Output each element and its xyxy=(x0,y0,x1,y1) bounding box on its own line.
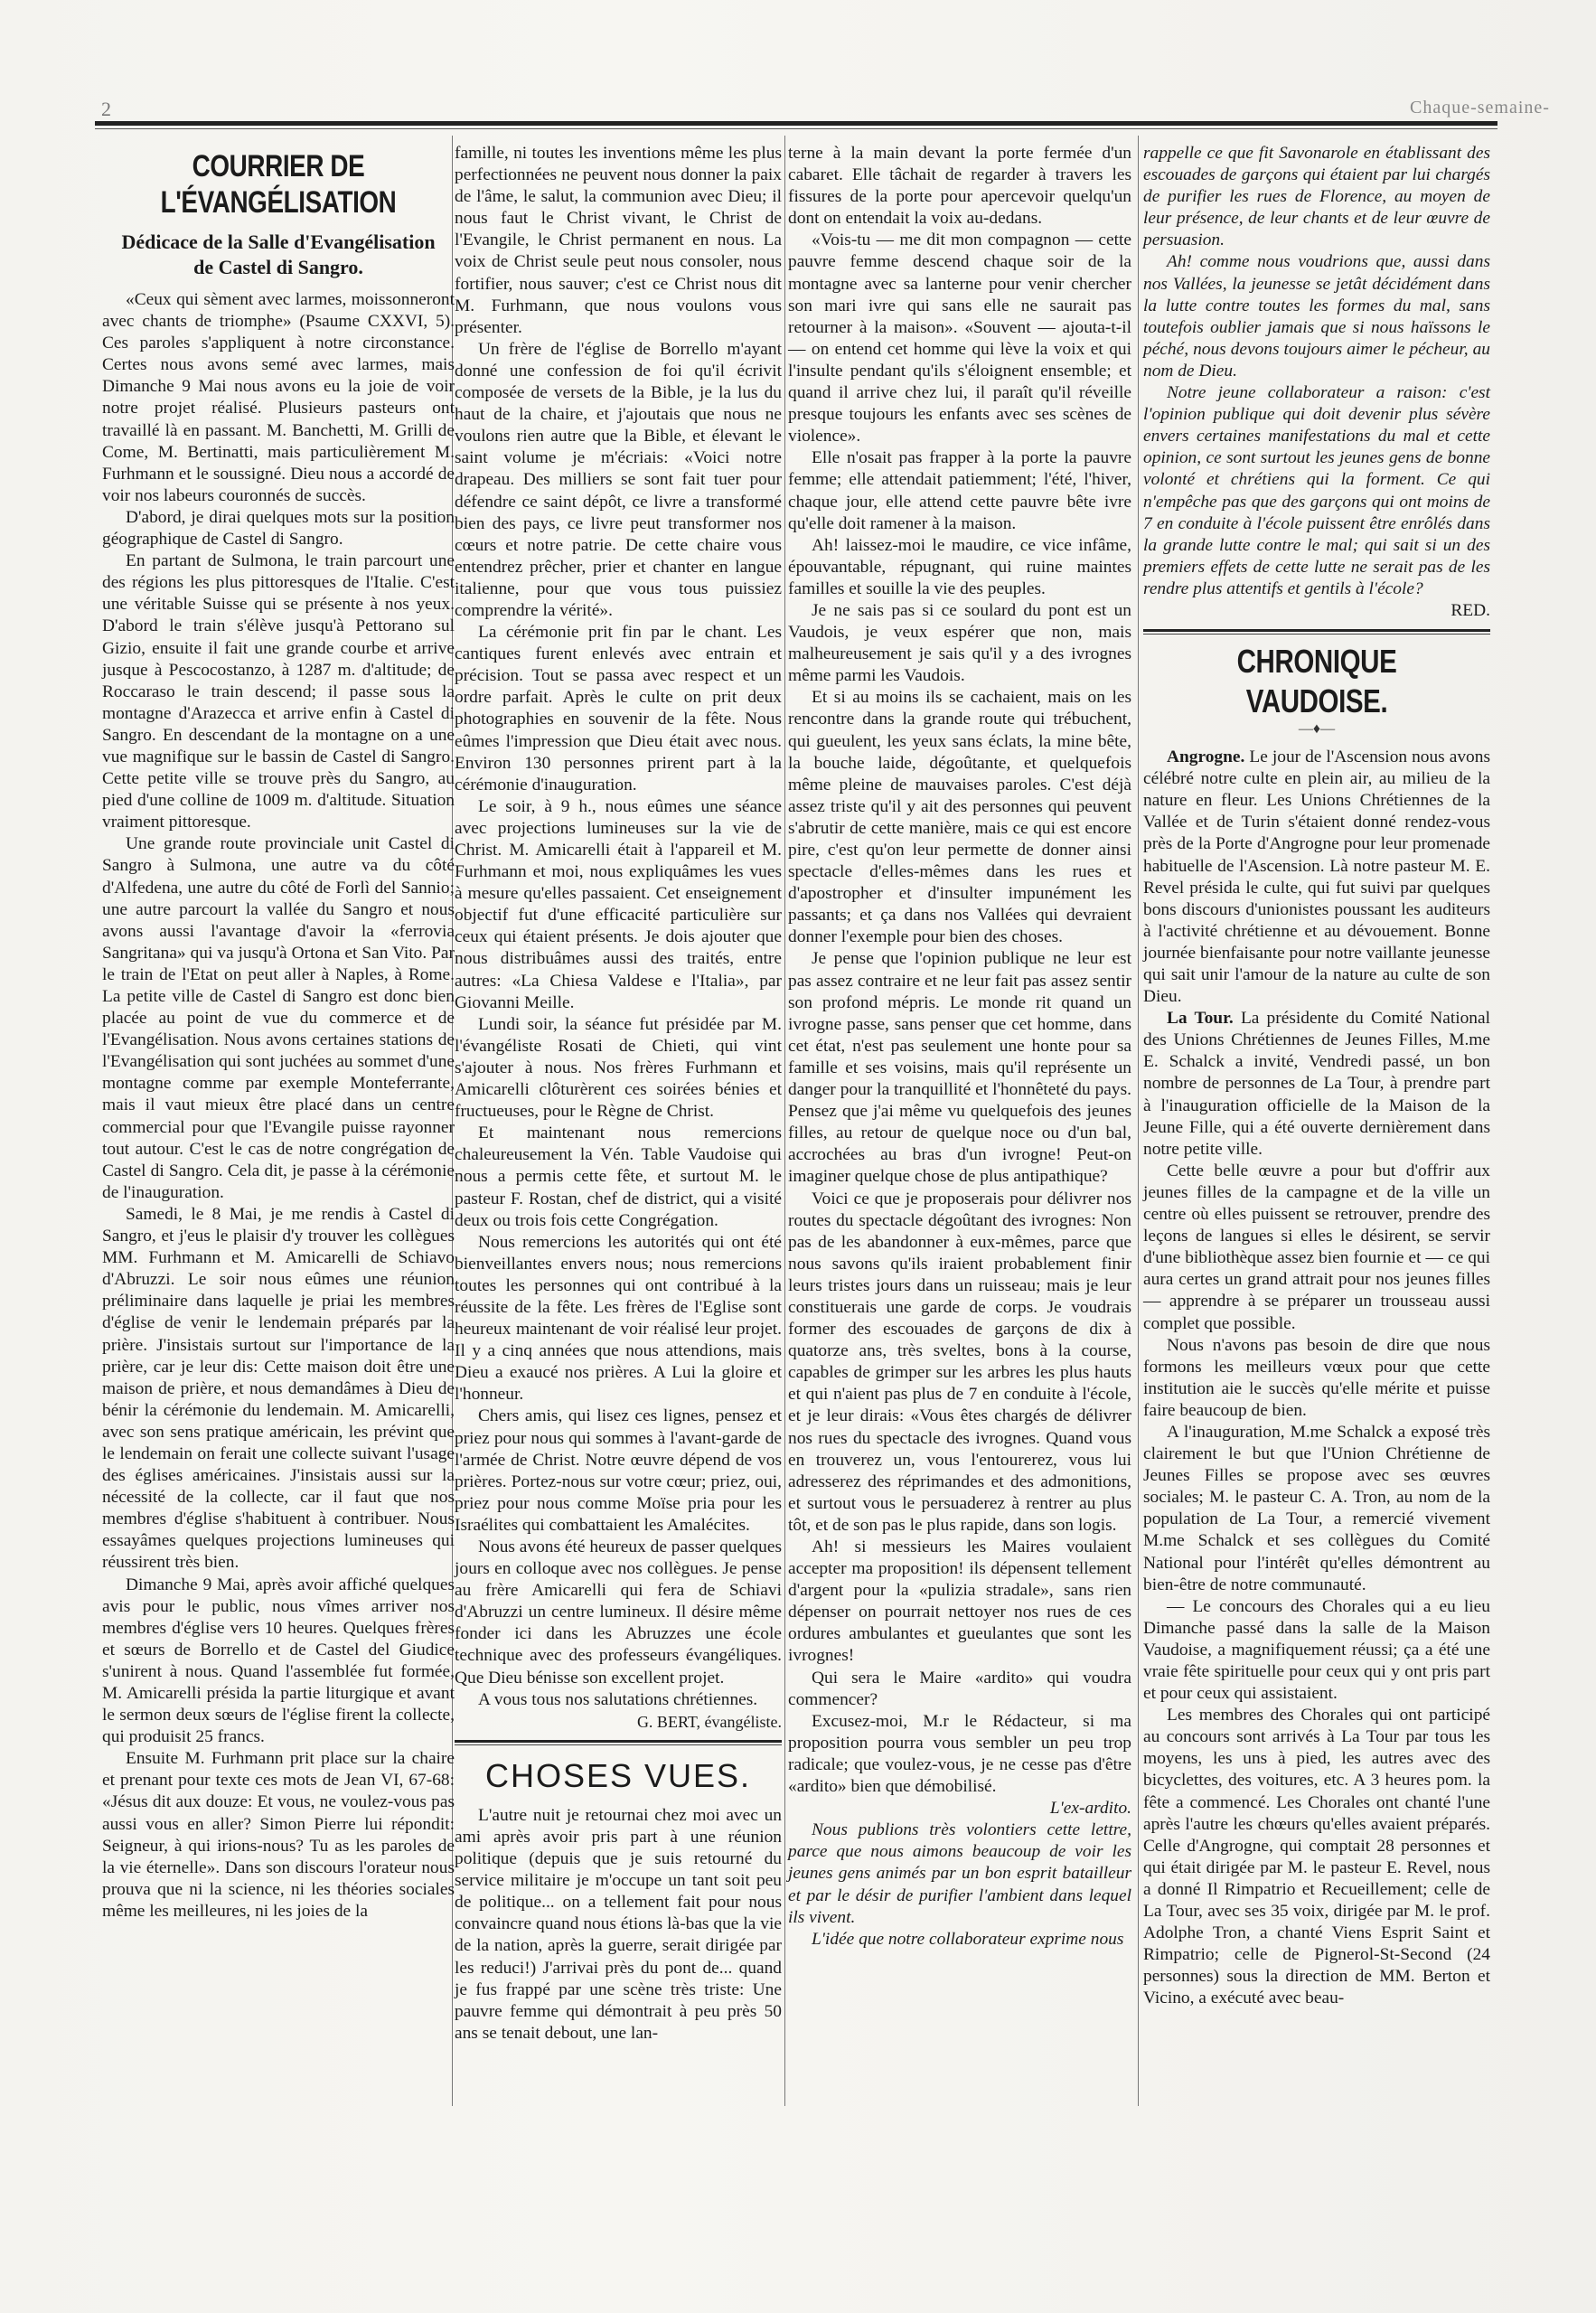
paragraph: D'abord, je dirai quelques mots sur la position géographique de Castel di Sangro. xyxy=(102,507,455,550)
signature: G. BERT, évangéliste. xyxy=(636,1712,782,1731)
editor-note: Ah! comme nous voudrions que, aussi dans nos Vallées, la jeunesse se jetât décidément dans la lutte contre toutes les formes du mal, sans toutefois oublier jamais que si nous haïssons le péché, nous devons toujours aimer le pécheur, au nom de Dieu. xyxy=(1143,252,1490,381)
section-rule xyxy=(455,1740,782,1743)
paragraph: Ah! si messieurs les Maires voulaient accepter ma proposition! ils dépensent tellement d'argent pour la «pulizia stradale», sans rien dépenser on pourrait nettoyer nos rues de ces ordures ambulantes et gueulantes que sont les ivrognes! xyxy=(788,1537,1131,1666)
section-rule xyxy=(1143,629,1490,632)
editor-note: Nous publions très volontiers cette lettre, parce que nous aimons beaucoup de voir les jeunes gens animés par un bon esprit batailleur et par le désir de purifier l'ambient dans lequel ils vivent. xyxy=(788,1820,1131,1927)
paragraph: L'autre nuit je retournai chez moi avec un ami après avoir pris part à une réunion politique (depuis que je suis retourné du service militaire je m'occupe un tant soit peu de politique... on a tellement fait pour nous convaincre quand nous étions là-bas que la vie de la nation, après la guerre, serait dirigée par les reduci!) J'arrivai près du pont de... quand je fus frappé par une scène très triste: Une pauvre femme qui démontrait à peu près 50 ans se tenait debout, une lan- xyxy=(455,1805,782,2043)
column-4 xyxy=(1143,143,1490,2010)
paragraph: Nous n'avons pas besoin de dire que nous formons les meilleurs vœux pour que cette institution aie le succès qu'elle mérite et puisse faire beaucoup de bien. xyxy=(1143,1335,1490,1420)
article-subtitle-line-1: Dédicace de la Salle d'Evangélisation xyxy=(121,230,436,253)
editor-note: rappelle ce que fit Savonarole en établissant des escouades de garçons qui étaient par lui chargés de purifier les rues de Florence, au moyen de leur présence, de leur chants et de leur œuvre de persuasion. xyxy=(1143,144,1490,250)
header-rule-thin xyxy=(95,128,1497,129)
article-subtitle-line-2: de Castel di Sangro. xyxy=(193,256,363,278)
section-rule-thin xyxy=(1143,634,1490,635)
paragraph: «Vois-tu — me dit mon compagnon — cette pauvre femme descend chaque soir de la montagne avec sa lanterne pour venir chercher son mari ivre qui sans elle ne saurait pas retourner à la maison». «Souvent — ajouta-t-il — on entend cet homme qui lève la voix et qui l'insulte pendant qu'ils s'éloignent ensemble; et quand il arrive chez lui, il paraît qu'il réveille presque toujours les enfants avec ses scènes de violence». xyxy=(788,230,1131,447)
signature: L'ex-ardito. xyxy=(1049,1799,1131,1819)
place-heading: La Tour. xyxy=(1167,1009,1234,1029)
paragraph: A vous tous nos salutations chrétiennes. xyxy=(478,1689,758,1709)
paragraph: Qui sera le Maire «ardito» qui voudra commencer? xyxy=(788,1668,1131,1709)
paragraph-text: La présidente du Comité National des Unions Chrétiennes de Jeunes Filles, M.me E. Schalck a invité, Vendredi passé, un bon nombre de personnes de La Tour, à prendre part à l'inauguration officielle de la Maison de la Jeune Fille, qui a été ouverte dernièrement dans notre petite ville. xyxy=(1143,1009,1490,1159)
paragraph: Voici ce que je proposerais pour délivrer nos routes du spectacle dégoûtant des ivrognes: Non pas de les abandonner à eux-mêmes, parce que nous savons qu'ils iraient probablement finir leurs tristes jours dans un ruisseau; mais je leur constituerais une garde de corps. Je voudrais former des escouades de garçons de dix à quatorze ans, très sveltes, bons à la course, capables de grimper sur les arbres les plus hauts et qui n'aient pas plus de 7 en conduite à l'école, et je leur dirais: «Vous êtes chargés de délivrer nos rues du spectacle des ivrognes. Quand vous en trouverez un, vous l'entourerez, vous lui adresserez des réprimandes et des admonitions, et surtout vous le persuaderez à rentrer au plus tôt, et de son pas le plus rapide, dans son logis. xyxy=(788,1189,1131,1535)
paragraph: Dimanche 9 Mai, après avoir affiché quelques avis pour le public, nous vîmes arriver nos membres d'église vers 10 heures. Quelques frères et sœurs de Borrello et de Castel del Giudice s'unirent à nous. Quand l'assemblée fut formée, M. Amicarelli présida la partie liturgique et avant le sermon deux sœurs de l'église firent la collecte, qui produisit 25 francs. xyxy=(102,1575,455,1747)
paragraph: En partant de Sulmona, le train parcourt une des régions les plus pittoresques de l'Italie. C'est une véritable Suisse qui se présente à nos yeux. D'abord le train s'élève jusqu'à Pettorano sul Gizio, ensuite il fait une grande courbe et arrive jusque à Pescocostanzo, à 1287 m. d'altitude; de Roccaraso le train descend; il passe sous la montagne d'Arazecca et arrive enfin à Castel di Sangro. En descendant de la montagne on a une vue magnifique sur le bassin de Castel di Sangro. Cette petite ville se trouve près du Sangro, au pied d'une colline de 1009 m. d'altitude. Situation vraiment pittoresque. xyxy=(102,551,455,832)
paragraph: Chers amis, qui lisez ces lignes, pensez et priez pour nous qui sommes à l'avant-garde de l'armée de Christ. Notre œuvre dépend de vos prières. Portez-nous sur votre cœur; priez, oui, priez pour nous comme Moïse pria pour les Israélites qui combattaient les Amalécites. xyxy=(455,1406,782,1535)
paragraph: Et maintenant nous remercions chaleureusement la Vén. Table Vaudoise qui nous a permis cette fête, et surtout M. le pasteur F. Rostan, chef de district, qui a visité deux ou trois fois cette Congrégation. xyxy=(455,1124,782,1230)
place-heading: Angrogne. xyxy=(1167,747,1245,767)
paragraph: — Le concours des Chorales qui a eu lieu Dimanche passé dans la salle de la Maison Vaudoise, a magnifiquement réussi; ça a été une vraie fête spirituelle pour ceux qui y ont pris part et pour ceux qui assistaient. xyxy=(1143,1596,1490,1704)
paragraph xyxy=(1143,1008,1490,1161)
editor-note: Notre jeune collaborateur a raison: c'est l'opinion publique qui doit devenir plus sévère envers certaines manifestations du mal et cette opinion, ce sont surtout les jeunes gens de bonne volonté et chrétiens qui la forment. Ce qui n'empêche pas que des garçons qui ont moins de 7 en conduite à l'école puissent être enrôlés dans la grande lutte contre le mal; qui sait si un des premiers effets de cette lutte ne serait pas de les rendre plus attentifs et gentils à l'école? xyxy=(1143,383,1490,598)
ornament-divider: —♦— xyxy=(1298,721,1336,738)
paragraph: Elle n'osait pas frapper à la porte la pauvre femme; elle attendait patiemment; l'été, l'hiver, chaque jour, elle attend cette pauvre bête ivre qu'elle doit ramener à la maison. xyxy=(788,448,1131,533)
paragraph xyxy=(1143,747,1490,1008)
paragraph: Un frère de l'église de Borrello m'ayant donné une confession de foi qu'il écrivit composée de versets de la Bible, je la lus du haut de la chaire, et j'ajoutais que nous ne voulons rien autre que la Bible, et élevant le saint volume je m'écriais: «Voici notre drapeau. Des milliers se sont fait tuer pour défendre ce saint dépôt, ce livre a transformé bien des pays, ce livre peut transformer nos cœurs et notre patrie. De cette chaire vous entendrez prêcher, prier et chanter en langue italienne, pour que vous tous puissiez comprendre la vérité». xyxy=(455,339,782,620)
column-divider xyxy=(1138,136,1139,2106)
page-number: 2 xyxy=(101,98,111,120)
section-title-courrier: COURRIER DE L'ÉVANGÉLISATION xyxy=(160,149,397,220)
paragraph: Samedi, le 8 Mai, je me rendis à Castel di Sangro, et j'eus le plaisir d'y trouver les collègues MM. Furhmann et M. Amicarelli de Schiavo d'Abruzzi. Le soir nous eûmes une réunion préliminaire dans laquelle je priai les membres d'église de venir le lendemain préparés par la prière. J'insistais surtout sur l'importance de la prière, car je leur dis: Cette maison doit être une maison de prière, et nous demandâmes à Dieu de bénir la cérémonie du lendemain. M. Amicarelli, avec son sens pratique américain, les prévint que le lendemain on ferait une collecte suivant l'usage des églises américaines. J'insistais aussi sur la nécessité de la collecte, car il faut que nos membres d'église s'habituent à contribuer. Nous essayâmes quelques projections lumineuses qui réussirent très bien. xyxy=(102,1204,455,1573)
header-rule xyxy=(95,121,1497,126)
paragraph: Nous avons été heureux de passer quelques jours en colloque avec nos collègues. Je pense au frère Amicarelli qui fera de Schiavi d'Abruzzi un centre lumineux. Il désire même fonder ici dans les Abruzzes une école technique avec des professeurs évangéliques. Que Dieu bénisse son excellent projet. xyxy=(455,1537,783,1688)
paragraph: A l'inauguration, M.me Schalck a exposé très clairement le but que l'Union Chrétienne de Jeunes Filles se propose avec ses œuvres sociales; M. le pasteur C. A. Tron, au nom de la population de La Tour, a remercié vivement M.me Schalck et ses collègues du Comité National pour l'intérêt qu'elles démontrent au bien-être de notre communauté. xyxy=(1143,1422,1490,1594)
section-rule-thin xyxy=(455,1744,782,1745)
paragraph: Nous remercions les autorités qui ont été bienveillantes envers nous; nous remercions toutes les personnes qui ont contribué à la réussite de la fête. Les frères de l'Eglise sont heureux maintenant de voir réalisé leur projet. Il y a cinq années que nous attendions, mais Dieu a exaucé nos prières. A Lui la gloire et l'honneur. xyxy=(455,1232,782,1405)
paragraph: famille, ni toutes les inventions même les plus perfectionnées ne peuvent nous donner la paix de l'âme, le salut, la communion avec Dieu; il nous faut le Christ vivant, le Christ de l'Evangile, le Christ permanent en nous. La voix de Christ seule peut nous consoler, nous fortifier, nous sauver; c'est ce Christ nous dit M. Furhmann, que nous voulons vous présenter. xyxy=(455,144,782,337)
paragraph: Et si au moins ils se cachaient, mais on les rencontre dans la grande route qui trébuchent, qui gueulent, les yeux sans éclats, la mine bête, la bouche laide, dégoûtante, et quelquefois même pleine de mauvaises paroles. C'est déjà assez triste qu'il y ait des personnes qui peuvent s'abrutir de cette manière, mais ce qui est encore pire, c'est qu'on leur permette de donner ainsi spectacle d'elles-mêmes dans les rues et d'apostropher et d'insulter impunément les passants; et ça dans nos Vallées qui devraient donner l'exemple pour bien des choses. xyxy=(788,688,1131,947)
running-header: Chaque-semaine- xyxy=(1410,98,1550,118)
paragraph: Ensuite M. Furhmann prit place sur la chaire et prenant pour texte ces mots de Jean VI, 67-68: «Jésus dit aux douze: Et vous, ne voulez-vous pas aussi vous en aller? Simon Pierre lui répondit: Seigneur, à qui irions-nous? Tu as les paroles de la vie éternelle». Dans son discours l'orateur nous prouva que ni la science, ni les théories sociales même les meilleures, ni les joies de la xyxy=(102,1749,455,1921)
paragraph: Une grande route provinciale unit Castel di Sangro à Sulmona, une autre va du côté d'Alfedena, une autre du côté de Forlì del Sannio; une autre parcourt la vallée du Sangro et nous avons aussi l'avantage d'avoir la «ferrovia Sangritana» qui va jusqu'à Ortona et San Vito. Par le train de l'Etat on peut aller à Naples, à Rome. La petite ville de Castel di Sangro est donc bien placée au point de vue du commerce et de l'Evangélisation. Nous avons certaines stations de l'Evangélisation qui sont juchées au sommet d'une montagne comme par exemple Monteferrante, mais il vaut mieux être placé dans un centre commercial pour que l'Evangile puisse rayonner tout autour. C'est le cas de notre congrégation de Castel di Sangro. Cela dit, je passe à la cérémonie de l'inauguration. xyxy=(102,834,455,1202)
column-2 xyxy=(455,143,782,2045)
signature: RED. xyxy=(1450,600,1490,620)
column-1 xyxy=(102,143,455,1923)
paragraph: terne à la main devant la porte fermée d'un cabaret. Elle tâchait de regarder à travers les fissures de la porte pour apercevoir quelqu'un dont on entendait la voix au-dedans. xyxy=(788,144,1131,229)
section-title-choses-vues: CHOSES VUES. xyxy=(484,1756,752,1794)
paragraph: Ah! laissez-moi le maudire, ce vice infâme, épouvantable, répugnant, qui ruine maintes familles et souille la vie des peuples. xyxy=(788,535,1131,598)
section-title-chronique: CHRONIQUE VAUDOISE. xyxy=(1236,643,1397,720)
paragraph-text: Le jour de l'Ascension nous avons célébré notre culte en plein air, au milieu de la nature en fleur. Les Unions Chrétiennes de la Vallée et de Turin s'étaient donné rendez-vous près de la Porte d'Angrogne pour leur promenade habituelle de l'Ascension. Là notre pasteur M. E. Revel présida le culte, qui fut suivi par quelques bons discours d'unionistes poussant les auditeurs à l'activité chrétienne et au dévouement. Bonne journée bienfaisante pour notre vaillante jeunesse qui sait unir l'amour de la nature au culte de son Dieu. xyxy=(1143,747,1490,1007)
column-3 xyxy=(788,143,1131,1951)
editor-note: L'idée que notre collaborateur exprime nous xyxy=(812,1929,1124,1949)
paragraph: Le soir, à 9 h., nous eûmes une séance avec projections lumineuses sur la vie de Christ. M. Amicarelli était à l'appareil et M. Furhmann et moi, nous expliquâmes les vues à mesure qu'elles passaient. Cet enseignement objectif fut d'une efficacité particulière sur ceux qui étaient présents. Je dois ajouter que nous distribuâmes aussi des traités, entre autres: «La Chiesa Valdese e l'Italia», par Giovanni Meille. xyxy=(455,796,782,1012)
paragraph: «Ceux qui sèment avec larmes, moissonneront avec chants de triomphe» (Psaume CXXVI, 5). Ces paroles s'appliquent à notre circonstance. Certes nous avons semé avec larmes, mais Dimanche 9 Mai nous avons eu la joie de voir notre projet réalisé. Plusieurs pasteurs ont travaillé là en passant. M. Banchetti, M. Grilli de Come, M. Bertinatti, mais particulièrement M. Furhmann et le soussigné. Dieu nous a accordé de voir nos labeurs couronnés de succès. xyxy=(102,290,455,505)
paragraph: Je ne sais pas si ce soulard du pont est un Vaudois, je veux espérer que non, mais malheureusement je sais qu'il y a des ivrognes même parmi les Vaudois. xyxy=(788,600,1131,686)
paragraph: Les membres des Chorales qui ont participé au concours sont arrivés à La Tour par tous les moyens, les uns à pied, les autres avec des bicyclettes, des voitures, etc. A 3 heures pom. la fête a commencé. Les Chorales ont chanté l'une après l'autre les chœurs qu'elles avaient préparés. Celle d'Angrogne, qui comptait 28 personnes et qui était dirigée par M. le pasteur E. Revel, nous a donné Il Rimpatrio et Recueillement; celle de La Tour, avec ses 35 voix, dirigée par M. le prof. Adolphe Tron, a chanté Viens Esprit Saint et Rimpatrio; celle de Pignerol-St-Second (24 personnes) sous la direction de MM. Berton et Vicino, a exécuté avec beau- xyxy=(1143,1706,1490,2008)
paragraph: Je pense que l'opinion publique ne leur est pas assez contraire et ne leur fait pas assez sentir son profond mépris. Le monde rit quand un ivrogne passe, sans penser que cet homme, dans cet état, n'est pas seulement une honte pour sa famille et ses voisins, mais qu'il représente un danger pour la tranquillité et l'honnêteté du pays. Pensez que j'ai même vu quelquefois des jeunes filles, au retour de quelque noce ou d'un bal, accrochées au bras d'un ivrogne! Peut-on imaginer quelque chose de plus antipathique? xyxy=(788,949,1131,1187)
paragraph: Cette belle œuvre a pour but d'offrir aux jeunes filles de la campagne et de la ville un centre où elles puissent se retrouver, prendre des leçons de langues si elles le désirent, se servir d'une bibliothèque assez bien fournie et — ce qui aura certes un grand attrait pour nos jeunes filles — apprendre à se préparer un trousseau aussi complet que possible. xyxy=(1143,1161,1490,1333)
paragraph: La cérémonie prit fin par le chant. Les cantiques furent enlevés avec entrain et précision. Tout se passa avec respect et un ordre parfait. Après le culte on prit deux photographies en souvenir de la fête. Nous eûmes l'impression que Dieu était avec nous. Environ 130 personnes prirent part à la cérémonie d'inauguration. xyxy=(455,623,782,795)
paragraph: Excusez-moi, M.r le Rédacteur, si ma proposition pourra vous sembler un peu trop radicale; que voulez-vous, je ne cesse pas d'être «ardito» bien que démobilisé. xyxy=(788,1711,1131,1797)
paragraph: Lundi soir, la séance fut présidée par M. l'évangéliste Rosati de Chieti, qui vint s'ajouter à nous. Nos frères Furhmann et Amicarelli clôturèrent ces soirées bénies et fructueuses, pour le Règne de Christ. xyxy=(455,1014,782,1122)
column-divider xyxy=(784,136,785,2106)
article-subtitle xyxy=(102,230,455,280)
